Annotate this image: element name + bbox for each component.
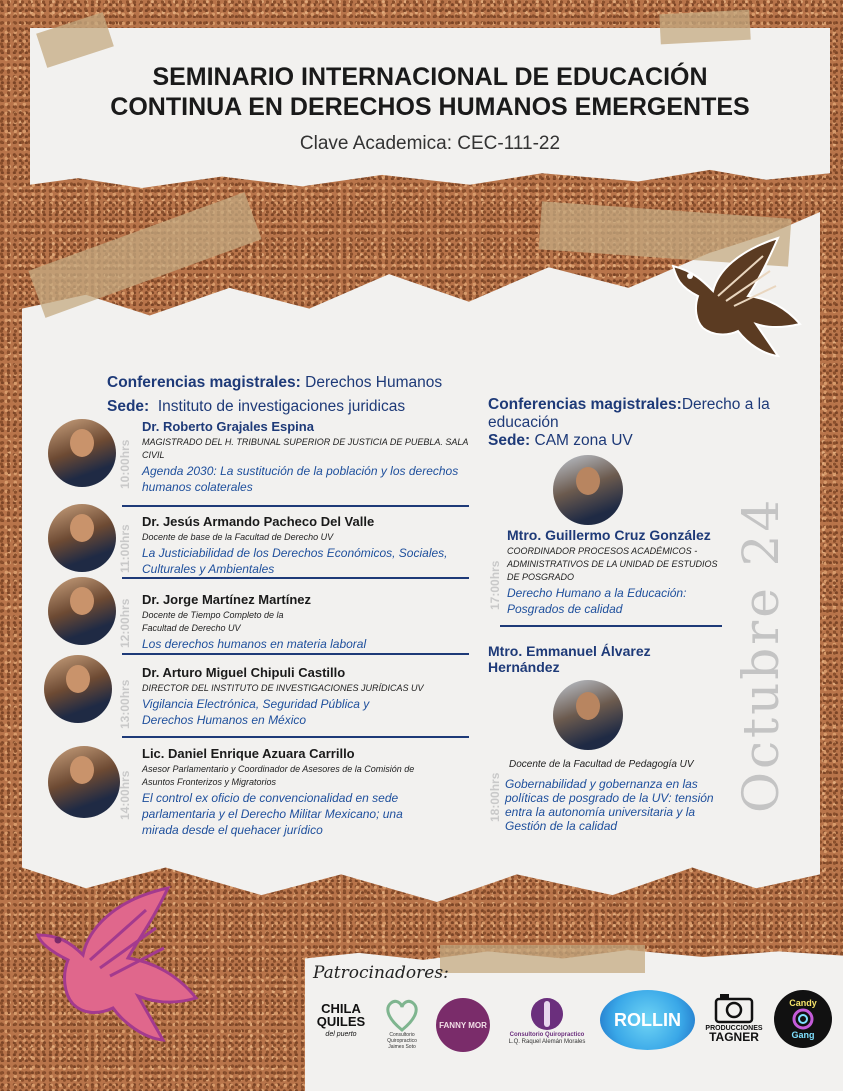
tape-strip	[659, 10, 750, 45]
logo-text: ROLLIN	[614, 1009, 681, 1030]
camera-icon	[714, 992, 754, 1024]
chilaquiles-logo	[312, 997, 370, 1045]
brown-dove-icon	[668, 236, 808, 376]
speaker-photo	[44, 655, 112, 723]
speaker-talk: La Justiciabilidad de los Derechos Económicos, Sociales, Culturales y Ambientales	[142, 546, 448, 576]
speaker-photo	[48, 419, 116, 487]
logo-text: Jaimes Soto	[388, 1044, 416, 1050]
logo-text: QUILES	[316, 1013, 366, 1029]
speaker-entry	[48, 655, 468, 733]
left-sede-label: Sede:	[107, 398, 150, 415]
speaker-name: Dr. Jorge Martínez Martínez	[142, 592, 312, 607]
divider	[122, 736, 469, 738]
logo-text: Candy	[789, 998, 817, 1008]
tape-strip	[440, 945, 645, 973]
speaker-talk: Agenda 2030: La sustitución de la población y los derechos humanos colaterales	[142, 464, 459, 494]
speaker-photo	[48, 504, 116, 572]
speaker-role: Asesor Parlamentario y Coordinador de Asesores de la Comisión de Asuntos Fronterizos y Migratorios	[142, 764, 415, 787]
logo-text: Gang	[791, 1030, 815, 1040]
event-date: Octubre 24	[732, 496, 790, 814]
speaker-info	[142, 746, 472, 838]
title-line-1: SEMINARIO INTERNACIONAL DE EDUCACIÓN	[152, 63, 708, 91]
logo-text: del puerto	[325, 1030, 357, 1038]
left-sede	[107, 398, 405, 416]
speaker-photo	[553, 455, 623, 525]
speaker-talk: Vigilancia Electrónica, Seguridad Pública y Derechos Humanos en México	[142, 697, 370, 727]
speaker-entry	[48, 419, 468, 501]
fanny-mor-logo	[436, 998, 490, 1052]
speaker-name: Dr. Roberto Grajales Espina	[142, 419, 314, 434]
speaker-role: Docente de base de la Facultad de Derecho UV	[142, 532, 334, 542]
speaker-time: 18:00hrs	[488, 772, 502, 823]
speaker-name: Mtro. Guillermo Cruz González	[507, 527, 711, 543]
speaker-entry	[48, 746, 468, 836]
speaker-photo	[48, 746, 120, 818]
speaker-talk: Gobernabilidad y gobernanza en las políticas de posgrado de la UV: tensión entra la autonomía universitaria y la Gestión de la calidad	[505, 777, 714, 833]
logo-text: PRODUCCIONES	[705, 1025, 763, 1032]
speaker-info	[505, 758, 735, 833]
right-sede-label: Sede:	[488, 432, 531, 449]
speaker-time: 10:00hrs	[118, 439, 132, 490]
sponsors-label: Patrocinadores:	[313, 963, 449, 983]
right-heading-topic: Derecho a la educación	[488, 396, 770, 431]
speaker-name: Dr. Arturo Miguel Chipuli Castillo	[142, 665, 346, 680]
speaker-role: COORDINADOR PROCESOS ACADÉMICOS -ADMINISTRATIVOS DE LA UNIDAD DE ESTUDIOS DE POSGRADO	[507, 546, 718, 582]
quiropractico-jaimes-logo	[374, 995, 430, 1053]
speaker-info	[142, 419, 472, 495]
right-heading-label: Conferencias magistrales:	[488, 396, 682, 413]
speaker-entry	[48, 577, 468, 649]
logo-text: FANNY MOR	[439, 1020, 487, 1030]
logo-text: L.Q. Raquel Alemán Morales	[508, 1039, 586, 1045]
logo-text: Consultorio Quiropractico	[387, 1032, 417, 1044]
page-title	[60, 62, 800, 122]
speaker-time: 12:00hrs	[118, 598, 132, 648]
speaker-info	[142, 665, 472, 728]
pink-dove-icon	[28, 880, 208, 1060]
speaker-entry	[48, 504, 468, 576]
speaker-time: 14:00hrs	[118, 770, 132, 820]
speaker-talk: Los derechos humanos en materia laboral	[142, 637, 367, 651]
divider	[500, 625, 722, 627]
spine-heart-icon	[383, 998, 421, 1032]
speaker-time: 17:00hrs	[488, 560, 502, 610]
speaker-time: 11:00hrs	[118, 524, 132, 574]
speaker-photo	[553, 680, 623, 750]
right-heading	[488, 396, 788, 450]
speaker-role: DIRECTOR DEL INSTITUTO DE INVESTIGACIONES JURÍDICAS UV	[142, 683, 424, 693]
spine-icon	[529, 996, 565, 1032]
left-heading-topic: Derechos Humanos	[300, 374, 443, 391]
speaker-talk: El control ex oficio de convencionalidad en sede parlamentaria y el Derecho Militar Mexicano; una mirada desde el quehacer jurídico	[142, 791, 403, 837]
speaker-talk: Derecho Humano a la Educación: Posgrados de calidad	[507, 586, 687, 616]
lollipop-icon	[792, 1008, 814, 1030]
speaker-photo	[48, 577, 116, 645]
academic-code: Clave Academica: CEC-111-22	[299, 133, 561, 154]
speaker-info	[142, 592, 472, 652]
quiropractico-aleman-logo	[497, 990, 597, 1052]
logo-text: Consultorio Quiropractico	[509, 1032, 585, 1038]
rollin-logo	[600, 990, 695, 1050]
candy-gang-logo	[774, 990, 832, 1048]
logo-text: CHILA	[321, 1000, 361, 1016]
speaker-role: MAGISTRADO DEL H. TRIBUNAL SUPERIOR DE JUSTICIA DE PUEBLA. SALA CIVIL	[142, 437, 469, 460]
speaker-name: Mtro. Emmanuel Álvarez Hernández	[488, 643, 651, 675]
right-sede-value: CAM zona UV	[530, 432, 633, 449]
producciones-tagner-logo	[705, 985, 763, 1049]
title-line-2: CONTINUA EN DERECHOS HUMANOS EMERGENTES	[110, 93, 750, 121]
left-sede-value: Instituto de investigaciones juridicas	[149, 398, 406, 415]
speaker-name: Dr. Jesús Armando Pacheco Del Valle	[142, 514, 375, 529]
left-heading	[107, 374, 442, 392]
logo-text: TAGNER	[709, 1030, 759, 1044]
speaker-name: Lic. Daniel Enrique Azuara Carrillo	[142, 746, 355, 761]
speaker-info	[507, 527, 737, 617]
speaker-time: 13:00hrs	[118, 679, 132, 729]
speaker-role: Docente de Tiempo Completo de la Facultad de Derecho UV	[142, 610, 284, 633]
speaker-info	[142, 514, 472, 577]
speaker-role: Docente de la Facultad de Pedagogía UV	[509, 759, 694, 770]
left-heading-label: Conferencias magistrales:	[107, 374, 301, 391]
